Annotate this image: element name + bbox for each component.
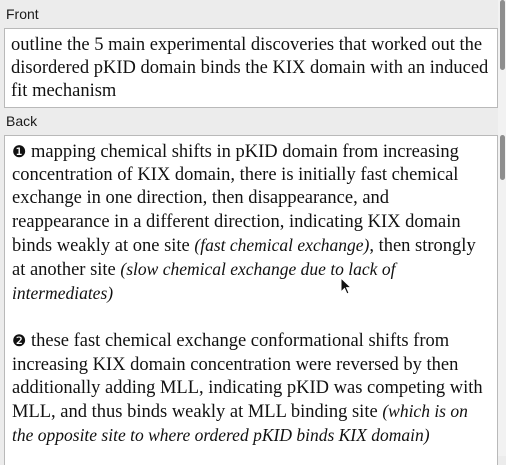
back-field-editor[interactable] <box>4 135 498 465</box>
back-scrollbar-thumb[interactable] <box>500 135 505 180</box>
paragraph-1-mid-text: , then strongly at another site <box>12 235 476 281</box>
front-field-editor[interactable]: outline the 5 main experimental discoveries that worked out the disordered pKID domain binds the KIX domain with an induced fit mechanism <box>4 28 498 108</box>
number-marker-2: ❷ <box>12 331 27 351</box>
paragraph-1-text: mapping chemical shifts in pKID domain from increasing concentration of KIX domain, there is initially fast chemical exchange in one direction, then disappearance, and reappearance in a different direction, indicating KIX domain binds weakly at one site <box>12 142 461 256</box>
back-paragraph-1 <box>12 140 487 306</box>
front-field-label: Front <box>6 6 39 22</box>
back-paragraph-2 <box>12 329 487 448</box>
paragraph-1-italic-1: (fast chemical exchange) <box>194 234 370 255</box>
window-scrollbar[interactable] <box>498 0 506 456</box>
paragraph-2-italic-1: (which is on the opposite site to where ordered pKID binds KIX domain) <box>12 401 468 446</box>
paragraph-1-italic-2: (slow chemical exchange due to lack of intermediates) <box>12 259 396 304</box>
mouse-pointer-icon <box>340 277 352 295</box>
number-marker-1: ❶ <box>12 142 27 161</box>
paragraph-2-text: these fast chemical exchange conformational shifts from increasing KIX domain concentration were reversed by then additionally adding MLL, indicating pKID was competing with MLL, and thus binds weakly at MLL binding site <box>12 331 483 423</box>
front-scrollbar-thumb[interactable] <box>500 0 505 70</box>
back-field-label: Back <box>6 113 38 129</box>
